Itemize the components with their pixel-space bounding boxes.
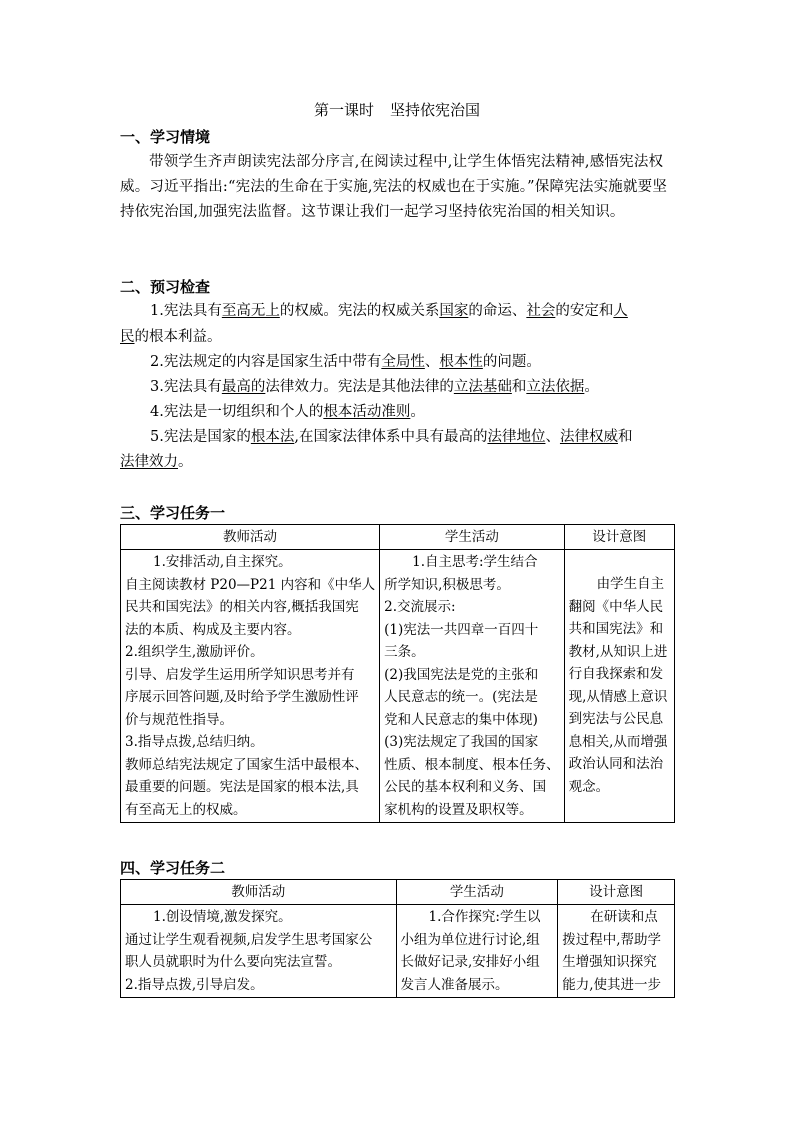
table-header-row <box>121 525 675 550</box>
student-activity-cell: 1.自主思考:学生结合 所学知识,积极思考。 2.交流展示: (1)宪法一共四章一百四十 三条。 (2)我国宪法是党的主张和 人民意志的统一。(宪法是 党和人民意志的集中体现) (3)宪法规定了我国的国家 性质、根本制度、根本任务、 公民的基本权利和义务、国 家机构的设置及职权等。 <box>380 550 565 823</box>
column-header: 学生活动 <box>380 525 565 550</box>
task2-table <box>120 879 675 998</box>
table-row <box>121 550 675 823</box>
student-activity-cell: 1.合作探究:学生以 小组为单位进行讨论,组 长做好记录,安排好小组 发言人准备展示。 <box>396 905 558 998</box>
section4-heading: 四、学习任务二 <box>120 859 226 877</box>
title-part2: 坚持依宪治国 <box>390 101 481 119</box>
teacher-activity-cell: 1.创设情境,激发探究。 通过让学生观看视频,启发学生思考国家公 职人员就职时为什么要向宪法宣誓。 2.指导点拨,引导启发。 <box>121 905 397 998</box>
preview-item-3: 3.宪法具有最高的法律效力。宪法是其他法律的立法基础和立法依据。 <box>150 379 599 395</box>
preview-item-1-cont: 民的根本利益。 <box>120 329 222 345</box>
column-header: 教师活动 <box>121 525 380 550</box>
preview-item-1: 1.宪法具有至高无上的权威。宪法的权威关系国家的命运、社会的安定和人 <box>150 303 628 319</box>
page-title <box>0 100 794 120</box>
design-intent-cell: 由学生自主 翻阅《中华人民 共和国宪法》和 教材,从知识上进 行自我探索和发 现,从情感上意识 到宪法与公民息 息相关,从而增强 政治认同和法治 观念。 <box>564 550 674 823</box>
preview-item-5: 5.宪法是国家的根本法,在国家法律体系中具有最高的法律地位、法律权威和 <box>150 429 633 445</box>
column-header: 教师活动 <box>121 880 397 905</box>
table-row <box>121 905 675 998</box>
column-header: 学生活动 <box>396 880 558 905</box>
preview-item-5-cont: 法律效力。 <box>120 454 193 470</box>
column-header: 设计意图 <box>564 525 674 550</box>
section2-heading: 二、预习检查 <box>120 278 211 296</box>
preview-item-2: 2.宪法规定的内容是国家生活中带有全局性、根本性的问题。 <box>150 354 541 370</box>
teacher-activity-cell: 1.安排活动,自主探究。 自主阅读教材 P20—P21 内容和《中华人 民共和国宪法》的相关内容,概括我国宪 法的本质、构成及主要内容。 2.组织学生,激励评价。 引导、启发学生运用所学知识思考并有 序展示回答问题,及时给予学生激励性评 价与规范性指导。 3.指导点拨,总结归纳。 教师总结宪法规定了国家生活中最根本、 最重要的问题。宪法是国家的根本法,具 有至高无上的权威。 <box>121 550 380 823</box>
design-intent-cell: 在研读和点 拨过程中,帮助学 生增强知识探究 能力,使其进一步 <box>558 905 675 998</box>
section1-heading: 一、学习情境 <box>120 128 211 146</box>
preview-item-4: 4.宪法是一切组织和个人的根本活动准则。 <box>150 404 425 420</box>
column-header: 设计意图 <box>558 880 675 905</box>
section3-heading: 三、学习任务一 <box>120 504 226 522</box>
table-header-row <box>121 880 675 905</box>
title-part1: 第一课时 <box>313 101 374 119</box>
task1-table <box>120 524 675 823</box>
section1-paragraph: 带领学生齐声朗读宪法部分序言,在阅读过程中,让学生体悟宪法精神,感悟宪法权威。习近平指出:“宪法的生命在于实施,宪法的权威也在于实施。”保障宪法实施就要坚持依宪治国,加强宪法监督。这节课让我们一起学习坚持依宪治国的相关知识。 <box>120 154 668 220</box>
